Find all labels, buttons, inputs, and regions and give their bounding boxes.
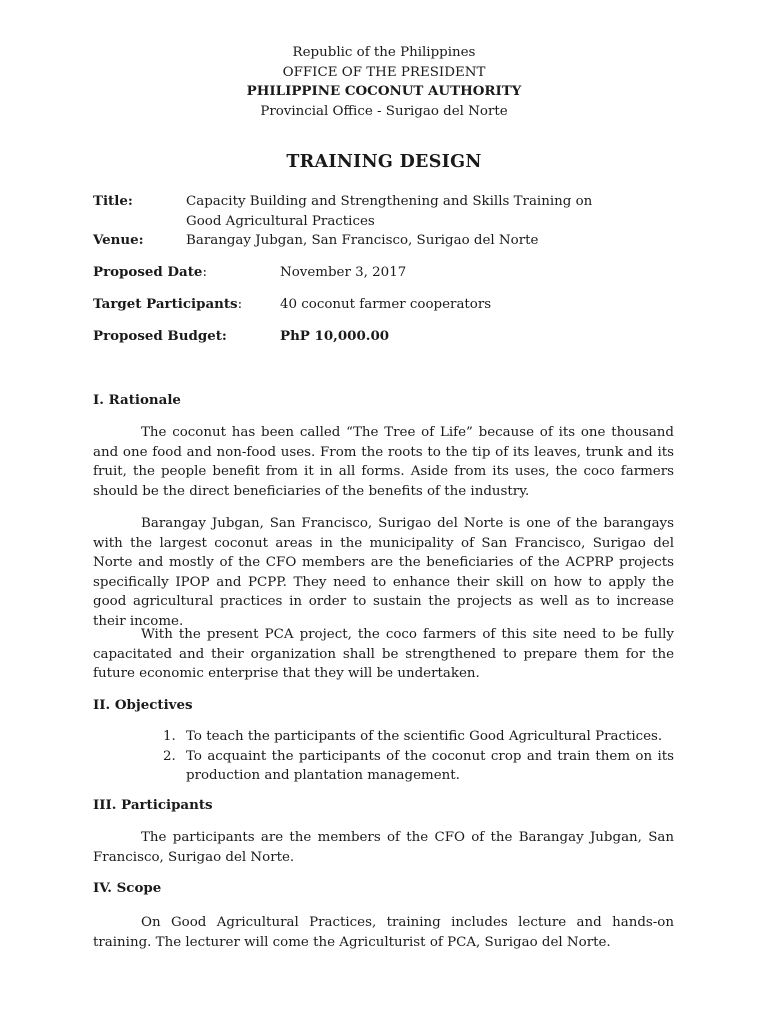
- list-item: [93, 747, 674, 786]
- list-item-text: To acquaint the participants of the coconut crop and train them on its production and plantation management.: [186, 748, 674, 784]
- field-participants-colon: :: [237, 297, 243, 312]
- letterhead-provincial-office: Provincial Office - Surigao del Norte: [260, 103, 508, 119]
- participants-paragraph: The participants are the members of the CFO of the Barangay Jubgan, San Francisco, Surigao del Norte.: [93, 830, 674, 865]
- letterhead-republic: Republic of the Philippines: [292, 45, 476, 60]
- list-item-number: 1.: [163, 729, 176, 744]
- letterhead-office: OFFICE OF THE PRESIDENT: [282, 64, 486, 80]
- field-participants-label: [93, 295, 242, 315]
- section-heading-participants: III. Participants: [93, 797, 213, 813]
- list-item-text: To teach the participants of the scientific Good Agricultural Practices.: [186, 729, 663, 744]
- letterhead-agency: PHILIPPINE COCONUT AUTHORITY: [246, 83, 522, 99]
- list-item: [93, 727, 674, 747]
- section-heading-objectives: II. Objectives: [93, 697, 193, 713]
- list-item-number: 2.: [163, 748, 176, 764]
- field-budget-value: PhP 10,000.00: [280, 328, 390, 344]
- field-title-value: Capacity Building and Strengthening and Skills Training on Good Agricultural Practices: [186, 194, 593, 229]
- field-date-label: [93, 263, 207, 283]
- document-title: TRAINING DESIGN: [286, 152, 482, 172]
- section-heading-scope: IV. Scope: [93, 880, 162, 896]
- field-date-colon: :: [202, 265, 207, 280]
- field-budget-label: Proposed Budget:: [93, 328, 227, 344]
- field-participants-value: 40 coconut farmer cooperators: [280, 297, 492, 312]
- section-heading-rationale: I. Rationale: [93, 392, 181, 408]
- objectives-list: [93, 727, 674, 786]
- field-venue-value: Barangay Jubgan, San Francisco, Surigao del Norte: [186, 233, 539, 248]
- letterhead: [0, 43, 768, 121]
- rationale-paragraph-1: The coconut has been called “The Tree of Life” because of its one thousand and one food and non-food uses. From the roots to the tip of its leaves, trunk and its fruit, the people benefit from it in all forms. Aside from its uses, the coco farmers should be the direct beneficiaries of the benefits of the industry.: [93, 425, 674, 499]
- rationale-paragraph-3: With the present PCA project, the coco farmers of this site need to be fully capacitated and their organization shall be strengthened to prepare them for the future economic enterprise that they will be undertaken.: [93, 627, 674, 682]
- field-date-value: November 3, 2017: [280, 265, 407, 280]
- field-date-label-text: Proposed Date: [93, 264, 203, 280]
- scope-paragraph: On Good Agricultural Practices, training includes lecture and hands-on training. The lecturer will come the Agriculturist of PCA, Surigao del Norte.: [93, 915, 674, 950]
- field-venue-label: Venue:: [93, 232, 144, 248]
- field-participants-label-text: Target Participants: [93, 296, 238, 312]
- field-title-label: Title:: [93, 193, 133, 209]
- rationale-paragraph-2: Barangay Jubgan, San Francisco, Surigao del Norte is one of the barangays with the largest coconut areas in the municipality of San Francisco, Surigao del Norte and mostly of the CFO members are the beneficiaries of the ACPRP projects specifically IPOP and PCPP. They need to enhance their skill on how to apply the good agricultural practices in order to sustain the projects as well as to increase their income.: [93, 516, 674, 629]
